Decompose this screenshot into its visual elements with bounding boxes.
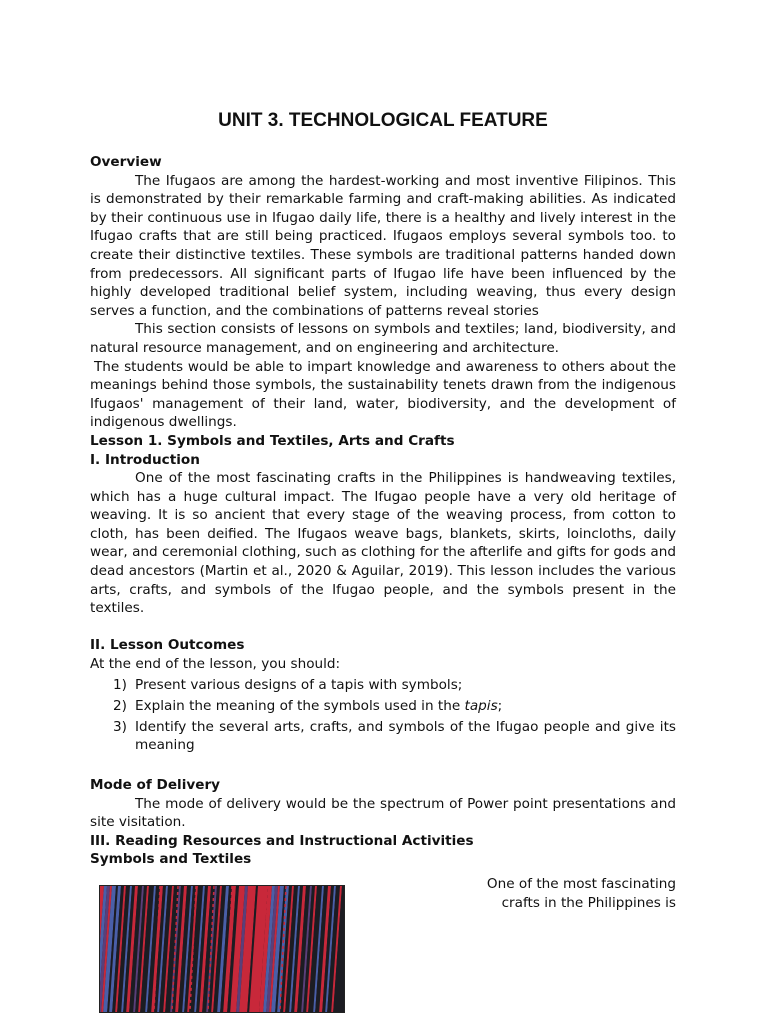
overview-heading: Overview	[90, 154, 162, 170]
textile-image	[100, 886, 344, 1012]
figure-row	[90, 871, 676, 1001]
spacer	[90, 758, 676, 777]
resources-subheading: Symbols and Textiles	[90, 851, 252, 868]
overview-paragraph-1: The Ifugaos are among the hardest-working and most inventive Filipinos. This is demonstrated by their remarkable farming and craft-making abilities. As indicated by their continuous use in Ifugao daily life, there is a healthy and lively interest in the Ifugao crafts that are still being practiced. Ifugaos employs several symbols too. to create their distinctive textiles. These symbols are traditional patterns handed down from predecessors. All significant parts of Ifugao life have been influenced by the highly developed traditional belief system, including weaving, thus every design serves a function, and the combinations of patterns reveal stories	[90, 172, 676, 319]
document-body	[90, 153, 676, 1001]
list-text-end: ;	[497, 697, 503, 714]
list-emphasis: tapis	[464, 697, 498, 714]
overview-paragraph-3: The students would be able to impart knowledge and awareness to others about the meanings behind those symbols, the sustainability tenets drawn from the indigenous Ifugaos' management of their land, water, biodiversity, and the development of indigenous dwellings.	[90, 358, 676, 431]
delivery-paragraph: The mode of delivery would be the spectrum of Power point presentations and site visitation.	[90, 795, 676, 831]
outcomes-lead: At the end of the lesson, you should:	[90, 656, 341, 673]
introduction-paragraph: One of the most fascinating crafts in the Philippines is handweaving textiles, which has a huge cultural impact. The Ifugao people have a very old heritage of weaving. It is so ancient that every stage of the weaving process, from cotton to cloth, has been deified. The Ifugaos weave bags, blankets, skirts, loincloths, daily wear, and ceremonial clothing, such as clothing for the afterlife and gifts for gods and dead ancestors (Martin et al., 2020 & Aguilar, 2019). This lesson includes the various arts, crafts, and symbols of the Ifugao people, and the symbols present in the textiles.	[90, 470, 676, 617]
list-text: Explain the meaning of the symbols used in the	[135, 697, 465, 714]
list-number: 1)	[113, 676, 127, 693]
overview-paragraph-2: This section consists of lessons on symbols and textiles; land, biodiversity, and natural resource management, and on engineering and architecture.	[90, 321, 676, 356]
list-item	[90, 718, 676, 755]
list-item	[90, 676, 676, 695]
page-title: UNIT 3. TECHNOLOGICAL FEATURE	[218, 110, 548, 131]
lesson-heading: Lesson 1. Symbols and Textiles, Arts and Crafts	[90, 432, 455, 449]
list-item	[90, 697, 676, 716]
list-text: Identify the several arts, crafts, and symbols of the Ifugao people and give its meaning	[135, 718, 676, 754]
list-text: Present various designs of a tapis with symbols;	[135, 676, 463, 693]
outcomes-heading: II. Lesson Outcomes	[90, 637, 245, 654]
textile-photo	[99, 885, 345, 1013]
list-number: 3)	[113, 718, 127, 735]
resources-heading: III. Reading Resources and Instructional Activities	[90, 832, 474, 849]
introduction-heading: I. Introduction	[90, 451, 200, 468]
list-number: 2)	[113, 697, 127, 714]
delivery-heading: Mode of Delivery	[90, 777, 221, 794]
side-paragraph: One of the most fascinating crafts in the Philippines is	[486, 876, 676, 911]
outcomes-list	[90, 676, 676, 755]
spacer	[90, 618, 676, 637]
